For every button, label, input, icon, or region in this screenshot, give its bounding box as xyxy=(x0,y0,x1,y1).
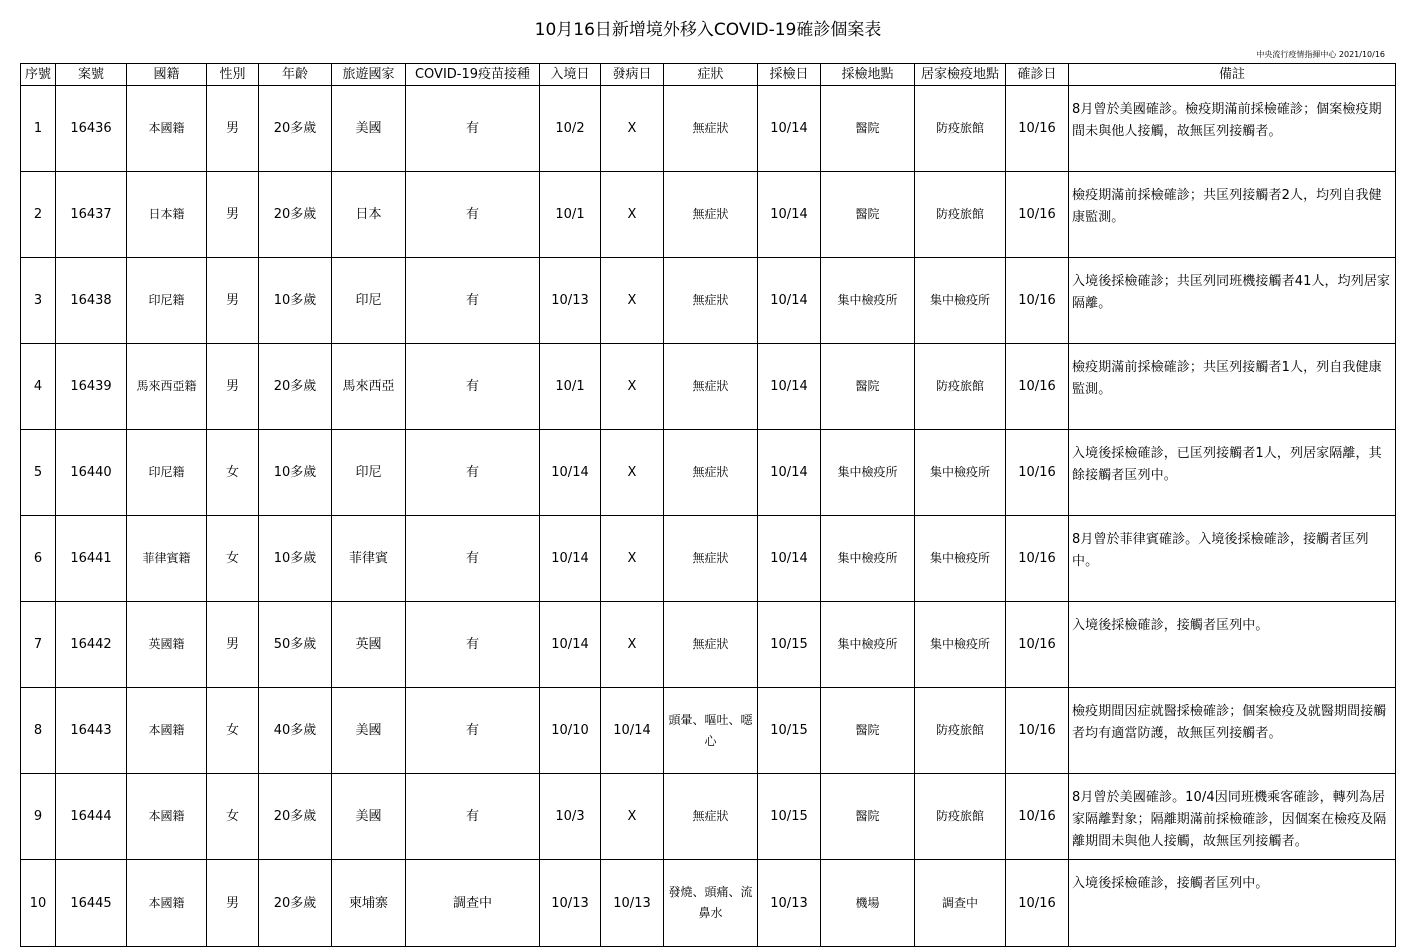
cell-entry-date: 10/14 xyxy=(540,602,601,688)
cell-vaccine: 有 xyxy=(406,430,540,516)
header-age: 年齡 xyxy=(259,64,332,86)
cell-age: 20多歲 xyxy=(259,774,332,860)
header-seq: 序號 xyxy=(21,64,56,86)
cell-notes: 檢疫期間因症就醫採檢確診；個案檢疫及就醫期間接觸者均有適當防護，故無匡列接觸者。 xyxy=(1069,688,1396,774)
cell-case-no: 16442 xyxy=(56,602,127,688)
cell-notes: 入境後採檢確診，接觸者匡列中。 xyxy=(1069,602,1396,688)
cell-symptoms: 無症狀 xyxy=(664,172,758,258)
table-row xyxy=(21,172,1396,258)
cell-sex: 男 xyxy=(207,172,259,258)
table-row xyxy=(21,516,1396,602)
cell-confirm-date: 10/16 xyxy=(1006,172,1069,258)
cell-test-date: 10/13 xyxy=(758,860,821,947)
cell-seq: 1 xyxy=(21,86,56,172)
cell-quarantine-site: 防疫旅館 xyxy=(915,172,1006,258)
cell-case-no: 16437 xyxy=(56,172,127,258)
cell-quarantine-site: 集中檢疫所 xyxy=(915,430,1006,516)
cell-entry-date: 10/2 xyxy=(540,86,601,172)
cell-entry-date: 10/14 xyxy=(540,430,601,516)
header-row xyxy=(21,64,1396,86)
cell-confirm-date: 10/16 xyxy=(1006,430,1069,516)
cell-symptoms: 無症狀 xyxy=(664,774,758,860)
cell-sex: 男 xyxy=(207,344,259,430)
cell-test-site: 集中檢疫所 xyxy=(821,602,915,688)
cell-test-site: 醫院 xyxy=(821,688,915,774)
cell-confirm-date: 10/16 xyxy=(1006,86,1069,172)
cell-onset-date: X xyxy=(601,258,664,344)
cell-travel-country: 菲律賓 xyxy=(332,516,406,602)
cell-test-date: 10/15 xyxy=(758,774,821,860)
cell-travel-country: 美國 xyxy=(332,688,406,774)
cell-test-date: 10/14 xyxy=(758,516,821,602)
cell-seq: 10 xyxy=(21,860,56,947)
cell-sex: 男 xyxy=(207,258,259,344)
header-nationality: 國籍 xyxy=(127,64,207,86)
table-row xyxy=(21,430,1396,516)
case-table xyxy=(20,63,1396,947)
cell-test-date: 10/14 xyxy=(758,344,821,430)
cell-test-site: 集中檢疫所 xyxy=(821,258,915,344)
cell-age: 10多歲 xyxy=(259,430,332,516)
cell-test-site: 集中檢疫所 xyxy=(821,430,915,516)
cell-confirm-date: 10/16 xyxy=(1006,688,1069,774)
cell-confirm-date: 10/16 xyxy=(1006,258,1069,344)
table-row xyxy=(21,344,1396,430)
cell-entry-date: 10/1 xyxy=(540,344,601,430)
cell-test-site: 醫院 xyxy=(821,172,915,258)
cell-entry-date: 10/3 xyxy=(540,774,601,860)
cell-confirm-date: 10/16 xyxy=(1006,602,1069,688)
header-travel-country: 旅遊國家 xyxy=(332,64,406,86)
cell-case-no: 16441 xyxy=(56,516,127,602)
cell-nationality: 印尼籍 xyxy=(127,258,207,344)
cell-onset-date: X xyxy=(601,86,664,172)
cell-symptoms: 無症狀 xyxy=(664,258,758,344)
cell-test-date: 10/14 xyxy=(758,258,821,344)
cell-notes: 入境後採檢確診，接觸者匡列中。 xyxy=(1069,860,1396,947)
header-test-date: 採檢日 xyxy=(758,64,821,86)
cell-sex: 女 xyxy=(207,516,259,602)
cell-test-site: 機場 xyxy=(821,860,915,947)
cell-sex: 女 xyxy=(207,774,259,860)
cell-case-no: 16445 xyxy=(56,860,127,947)
cell-vaccine: 有 xyxy=(406,258,540,344)
cell-vaccine: 有 xyxy=(406,602,540,688)
cell-vaccine: 有 xyxy=(406,344,540,430)
cell-vaccine: 有 xyxy=(406,516,540,602)
cell-symptoms: 頭暈、嘔吐、噁心 xyxy=(664,688,758,774)
cell-test-date: 10/14 xyxy=(758,430,821,516)
table-row xyxy=(21,86,1396,172)
cell-nationality: 本國籍 xyxy=(127,774,207,860)
cell-quarantine-site: 防疫旅館 xyxy=(915,688,1006,774)
cell-nationality: 本國籍 xyxy=(127,86,207,172)
header-case-no: 案號 xyxy=(56,64,127,86)
cell-test-site: 醫院 xyxy=(821,774,915,860)
cell-onset-date: 10/14 xyxy=(601,688,664,774)
table-row xyxy=(21,602,1396,688)
cell-notes: 入境後採檢確診；共匡列同班機接觸者41人，均列居家隔離。 xyxy=(1069,258,1396,344)
cell-entry-date: 10/10 xyxy=(540,688,601,774)
cell-case-no: 16444 xyxy=(56,774,127,860)
cell-entry-date: 10/13 xyxy=(540,860,601,947)
cell-seq: 7 xyxy=(21,602,56,688)
cell-travel-country: 印尼 xyxy=(332,258,406,344)
cell-quarantine-site: 集中檢疫所 xyxy=(915,258,1006,344)
header-test-site: 採檢地點 xyxy=(821,64,915,86)
cell-onset-date: 10/13 xyxy=(601,860,664,947)
cell-quarantine-site: 集中檢疫所 xyxy=(915,516,1006,602)
header-symptoms: 症狀 xyxy=(664,64,758,86)
header-sex: 性別 xyxy=(207,64,259,86)
cell-confirm-date: 10/16 xyxy=(1006,344,1069,430)
cell-nationality: 菲律賓籍 xyxy=(127,516,207,602)
cell-vaccine: 有 xyxy=(406,774,540,860)
cell-sex: 女 xyxy=(207,688,259,774)
cell-sex: 男 xyxy=(207,602,259,688)
cell-notes: 入境後採檢確診，已匡列接觸者1人，列居家隔離，其餘接觸者匡列中。 xyxy=(1069,430,1396,516)
cell-vaccine: 有 xyxy=(406,172,540,258)
cell-symptoms: 無症狀 xyxy=(664,344,758,430)
cell-age: 50多歲 xyxy=(259,602,332,688)
cell-age: 20多歲 xyxy=(259,860,332,947)
cell-confirm-date: 10/16 xyxy=(1006,860,1069,947)
cell-case-no: 16440 xyxy=(56,430,127,516)
cell-travel-country: 柬埔寨 xyxy=(332,860,406,947)
cell-nationality: 日本籍 xyxy=(127,172,207,258)
cell-vaccine: 有 xyxy=(406,86,540,172)
cell-test-site: 醫院 xyxy=(821,344,915,430)
cell-travel-country: 美國 xyxy=(332,774,406,860)
cell-seq: 9 xyxy=(21,774,56,860)
cell-seq: 5 xyxy=(21,430,56,516)
cell-onset-date: X xyxy=(601,430,664,516)
table-row xyxy=(21,688,1396,774)
table-row xyxy=(21,258,1396,344)
cell-notes: 檢疫期滿前採檢確診；共匡列接觸者2人，均列自我健康監測。 xyxy=(1069,172,1396,258)
cell-notes: 8月曾於美國確診。10/4因同班機乘客確診，轉列為居家隔離對象；隔離期滿前採檢確診，因個案在檢疫及隔離期間未與他人接觸，故無匡列接觸者。 xyxy=(1069,774,1396,860)
cell-quarantine-site: 防疫旅館 xyxy=(915,774,1006,860)
cell-sex: 男 xyxy=(207,860,259,947)
cell-nationality: 本國籍 xyxy=(127,688,207,774)
cell-travel-country: 日本 xyxy=(332,172,406,258)
cell-test-date: 10/15 xyxy=(758,688,821,774)
header-onset-date: 發病日 xyxy=(601,64,664,86)
cell-test-site: 醫院 xyxy=(821,86,915,172)
header-entry-date: 入境日 xyxy=(540,64,601,86)
cell-quarantine-site: 調查中 xyxy=(915,860,1006,947)
cell-onset-date: X xyxy=(601,344,664,430)
cell-test-site: 集中檢疫所 xyxy=(821,516,915,602)
page-title: 10月16日新增境外移入COVID-19確診個案表 xyxy=(534,20,882,40)
cell-test-date: 10/15 xyxy=(758,602,821,688)
cell-vaccine: 調查中 xyxy=(406,860,540,947)
cell-onset-date: X xyxy=(601,774,664,860)
cell-onset-date: X xyxy=(601,602,664,688)
cell-entry-date: 10/13 xyxy=(540,258,601,344)
cell-nationality: 本國籍 xyxy=(127,860,207,947)
cell-age: 20多歲 xyxy=(259,86,332,172)
table-row xyxy=(21,774,1396,860)
cell-case-no: 16439 xyxy=(56,344,127,430)
cell-symptoms: 無症狀 xyxy=(664,516,758,602)
cell-age: 20多歲 xyxy=(259,344,332,430)
cell-symptoms: 發燒、頭痛、流鼻水 xyxy=(664,860,758,947)
cell-onset-date: X xyxy=(601,172,664,258)
cell-seq: 6 xyxy=(21,516,56,602)
cell-symptoms: 無症狀 xyxy=(664,430,758,516)
cell-seq: 4 xyxy=(21,344,56,430)
cell-quarantine-site: 集中檢疫所 xyxy=(915,602,1006,688)
source-note: 中央流行疫情指揮中心 2021/10/16 xyxy=(1256,50,1385,59)
cell-age: 10多歲 xyxy=(259,258,332,344)
cell-seq: 3 xyxy=(21,258,56,344)
cell-confirm-date: 10/16 xyxy=(1006,774,1069,860)
cell-entry-date: 10/1 xyxy=(540,172,601,258)
cell-age: 20多歲 xyxy=(259,172,332,258)
header-notes: 備註 xyxy=(1069,64,1396,86)
cell-symptoms: 無症狀 xyxy=(664,602,758,688)
cell-travel-country: 印尼 xyxy=(332,430,406,516)
cell-quarantine-site: 防疫旅館 xyxy=(915,344,1006,430)
cell-seq: 2 xyxy=(21,172,56,258)
cell-age: 40多歲 xyxy=(259,688,332,774)
cell-notes: 檢疫期滿前採檢確診；共匡列接觸者1人，列自我健康監測。 xyxy=(1069,344,1396,430)
cell-symptoms: 無症狀 xyxy=(664,86,758,172)
cell-test-date: 10/14 xyxy=(758,86,821,172)
cell-quarantine-site: 防疫旅館 xyxy=(915,86,1006,172)
cell-nationality: 馬來西亞籍 xyxy=(127,344,207,430)
cell-nationality: 英國籍 xyxy=(127,602,207,688)
cell-case-no: 16443 xyxy=(56,688,127,774)
header-quarantine-site: 居家檢疫地點 xyxy=(915,64,1006,86)
cell-case-no: 16436 xyxy=(56,86,127,172)
cell-notes: 8月曾於美國確診。檢疫期滿前採檢確診；個案檢疫期間未與他人接觸，故無匡列接觸者。 xyxy=(1069,86,1396,172)
cell-travel-country: 英國 xyxy=(332,602,406,688)
cell-notes: 8月曾於菲律賓確診。入境後採檢確診，接觸者匡列中。 xyxy=(1069,516,1396,602)
cell-confirm-date: 10/16 xyxy=(1006,516,1069,602)
cell-nationality: 印尼籍 xyxy=(127,430,207,516)
cell-sex: 女 xyxy=(207,430,259,516)
cell-entry-date: 10/14 xyxy=(540,516,601,602)
cell-travel-country: 美國 xyxy=(332,86,406,172)
cell-case-no: 16438 xyxy=(56,258,127,344)
cell-age: 10多歲 xyxy=(259,516,332,602)
cell-vaccine: 有 xyxy=(406,688,540,774)
cell-test-date: 10/14 xyxy=(758,172,821,258)
cell-sex: 男 xyxy=(207,86,259,172)
table-row xyxy=(21,860,1396,947)
cell-seq: 8 xyxy=(21,688,56,774)
header-confirm-date: 確診日 xyxy=(1006,64,1069,86)
header-vaccine: COVID-19疫苗接種 xyxy=(406,64,540,86)
cell-travel-country: 馬來西亞 xyxy=(332,344,406,430)
cell-onset-date: X xyxy=(601,516,664,602)
